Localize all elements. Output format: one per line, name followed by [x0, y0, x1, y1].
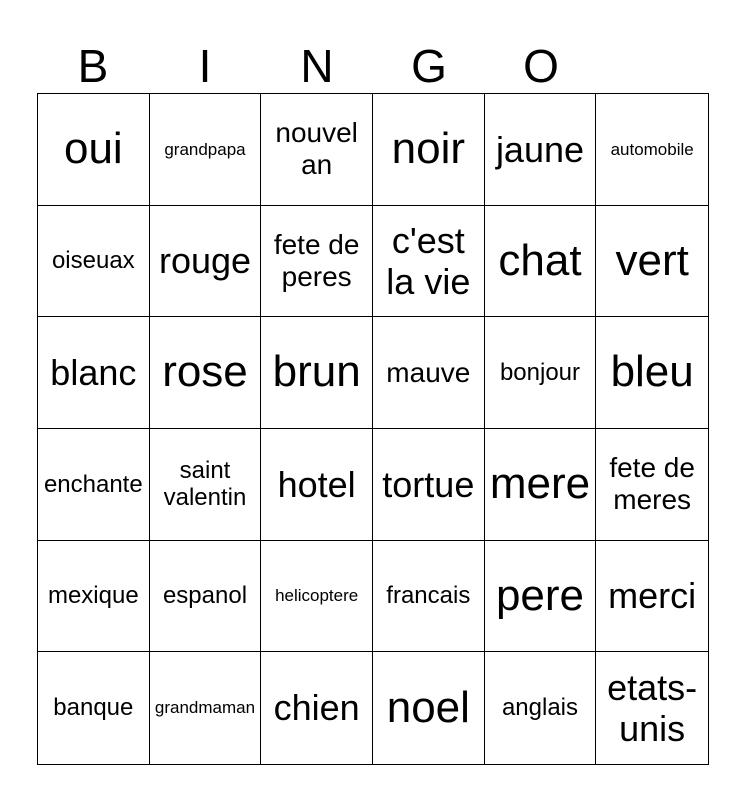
bingo-cell[interactable]: francais — [373, 541, 485, 653]
header-letter-i: I — [198, 40, 212, 92]
bingo-cell[interactable]: etats-unis — [607, 666, 698, 750]
bingo-cell[interactable]: oui — [38, 94, 150, 206]
bingo-cell[interactable]: grandpapa — [150, 94, 262, 206]
bingo-cell[interactable]: pere — [485, 541, 597, 653]
bingo-cell[interactable]: anglais — [485, 652, 597, 764]
bingo-cell[interactable]: jaune — [485, 94, 597, 206]
bingo-cell[interactable]: hotel — [261, 429, 373, 541]
bingo-cell[interactable]: c'est la vie — [373, 206, 485, 318]
bingo-cell[interactable]: brun — [261, 317, 373, 429]
header-letter-b: B — [77, 40, 109, 92]
bingo-cell[interactable]: chat — [485, 206, 597, 318]
bingo-cell[interactable]: chien — [261, 652, 373, 764]
bingo-grid — [37, 93, 709, 765]
bingo-cell[interactable]: mexique — [38, 541, 150, 653]
bingo-cell[interactable]: grandmaman — [150, 652, 262, 764]
bingo-cell[interactable]: oiseuax — [38, 206, 150, 318]
header-letter-n: N — [300, 40, 334, 92]
bingo-cell[interactable]: bonjour — [485, 317, 597, 429]
bingo-cell[interactable]: vert — [596, 206, 708, 318]
bingo-cell[interactable]: banque — [38, 652, 150, 764]
bingo-header — [37, 38, 597, 94]
bingo-cell[interactable]: enchante — [38, 429, 150, 541]
bingo-cell[interactable]: fete de peres — [261, 206, 373, 318]
bingo-cell[interactable]: blanc — [38, 317, 150, 429]
bingo-cell[interactable]: mere — [485, 429, 597, 541]
header-letter-g: G — [411, 40, 447, 92]
bingo-cell[interactable]: noel — [373, 652, 485, 764]
header-letter-o: O — [523, 40, 559, 92]
bingo-cell[interactable]: rose — [150, 317, 262, 429]
bingo-cell[interactable]: noir — [373, 94, 485, 206]
bingo-cell[interactable]: automobile — [596, 94, 708, 206]
bingo-cell[interactable]: fete de meres — [596, 429, 708, 541]
bingo-cell[interactable]: espanol — [150, 541, 262, 653]
bingo-cell[interactable]: helicoptere — [261, 541, 373, 653]
bingo-cell[interactable]: merci — [596, 541, 708, 653]
bingo-cell[interactable]: mauve — [373, 317, 485, 429]
bingo-cell[interactable]: bleu — [596, 317, 708, 429]
bingo-cell[interactable]: nouvel an — [261, 94, 373, 206]
bingo-cell[interactable]: tortue — [373, 429, 485, 541]
bingo-cell[interactable]: rouge — [150, 206, 262, 318]
bingo-cell[interactable]: saint valentin — [150, 429, 262, 541]
